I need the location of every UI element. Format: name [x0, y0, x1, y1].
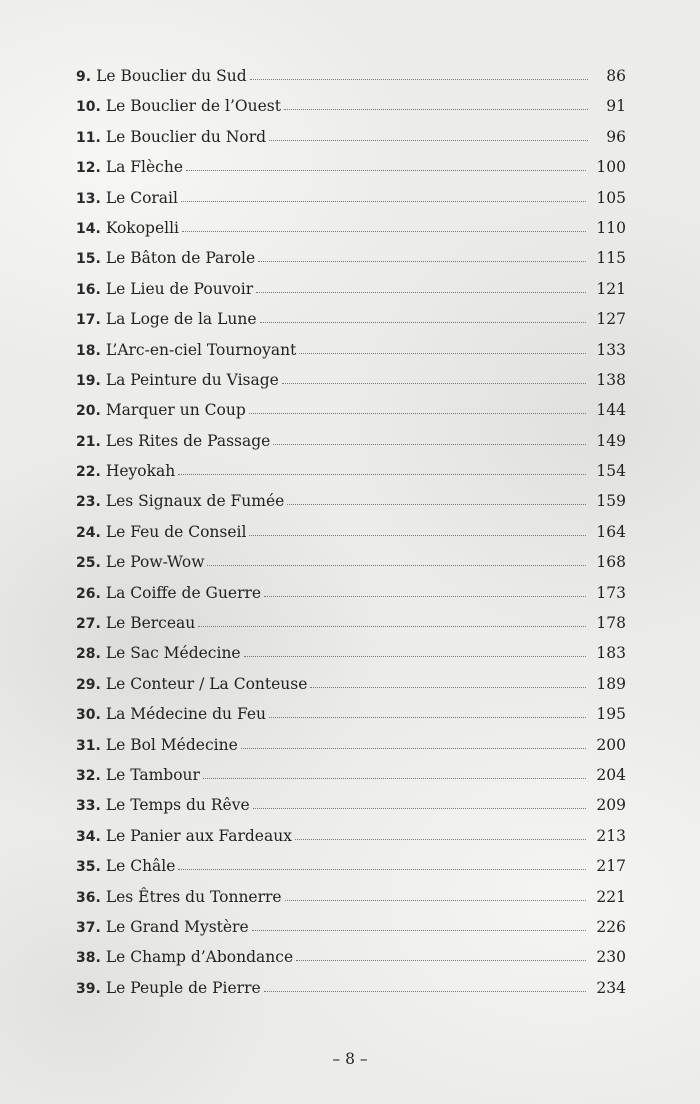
dot-leader: [249, 412, 587, 414]
toc-entry[interactable]: [76, 851, 626, 881]
entry-page-number: 226: [596, 917, 626, 936]
toc-entry[interactable]: [76, 243, 626, 273]
entry-page-number: 213: [596, 826, 626, 845]
entry-number: 34.: [76, 828, 101, 845]
entry-number: 26.: [76, 585, 101, 602]
entry-page-number: 200: [596, 735, 626, 754]
toc-entry[interactable]: [76, 365, 626, 395]
toc-entry[interactable]: [76, 395, 626, 425]
entry-title: Le Bâton de Parole: [105, 249, 256, 268]
toc-entry[interactable]: [76, 942, 626, 972]
toc-entry[interactable]: [76, 183, 626, 213]
entry-number: 35.: [76, 859, 101, 876]
entry-title: Le Corail: [105, 188, 178, 207]
entry-number: 22.: [76, 464, 101, 481]
dot-leader: [269, 139, 588, 141]
dot-leader: [295, 838, 586, 840]
toc-entry[interactable]: [76, 122, 626, 152]
toc-entry[interactable]: [76, 456, 626, 486]
entry-page-number: 149: [596, 431, 626, 450]
entry-page-number: 110: [596, 218, 626, 237]
dot-leader: [282, 382, 587, 384]
dot-leader: [249, 534, 586, 536]
toc-entry[interactable]: [76, 578, 626, 608]
entry-number: 36.: [76, 889, 101, 906]
dot-leader: [198, 625, 586, 627]
entry-title: Les Êtres du Tonnerre: [105, 887, 282, 906]
entry-number: 18.: [76, 342, 101, 359]
dot-leader: [252, 929, 587, 931]
dot-leader: [273, 443, 586, 445]
toc-entry[interactable]: [76, 304, 626, 334]
entry-number: 19.: [76, 372, 101, 389]
entry-number: 32.: [76, 767, 101, 784]
toc-entry[interactable]: [76, 517, 626, 547]
entry-title: Le Temps du Rêve: [105, 796, 250, 815]
entry-title: Le Bouclier du Nord: [105, 127, 267, 146]
dot-leader: [244, 655, 587, 657]
toc-entry[interactable]: [76, 638, 626, 668]
entry-number: 31.: [76, 737, 101, 754]
entry-title: La Peinture du Visage: [105, 370, 279, 389]
entry-page-number: 178: [596, 614, 626, 633]
entry-title: Marquer un Coup: [105, 401, 246, 420]
entry-number: 24.: [76, 524, 101, 541]
entry-title: Kokopelli: [105, 218, 179, 237]
toc-entry[interactable]: [76, 213, 626, 243]
dot-leader: [284, 108, 588, 110]
entry-title: Le Bouclier du Sud: [96, 67, 247, 85]
entry-page-number: 127: [596, 310, 626, 329]
toc-entry[interactable]: [76, 973, 626, 1003]
toc-entry[interactable]: [76, 61, 626, 91]
dot-leader: [264, 595, 586, 597]
dot-leader: [207, 564, 586, 566]
toc-entry[interactable]: [76, 486, 626, 516]
dot-leader: [299, 352, 586, 354]
toc-entry[interactable]: [76, 274, 626, 304]
dot-leader: [264, 990, 587, 992]
entry-title: Le Pow-Wow: [105, 553, 205, 572]
entry-page-number: 195: [596, 705, 626, 724]
dot-leader: [256, 291, 586, 293]
entry-page-number: 115: [596, 249, 626, 268]
entry-page-number: 159: [596, 492, 626, 511]
dot-leader: [178, 473, 586, 475]
toc-entry[interactable]: [76, 426, 626, 456]
entry-page-number: 204: [596, 765, 626, 784]
entry-number: 25.: [76, 555, 101, 572]
toc-entry[interactable]: [76, 730, 626, 760]
entry-title: Le Châle: [105, 857, 176, 876]
entry-page-number: 100: [596, 158, 626, 177]
entry-title: Les Rites de Passage: [105, 431, 271, 450]
entry-title: Le Conteur / La Conteuse: [105, 674, 308, 693]
entry-number: 39.: [76, 980, 101, 997]
toc-entry[interactable]: [76, 547, 626, 577]
entry-page-number: 230: [596, 948, 626, 967]
toc-entry[interactable]: [76, 669, 626, 699]
entry-page-number: 91: [606, 97, 626, 116]
dot-leader: [258, 260, 586, 262]
entry-title: La Flèche: [105, 158, 183, 177]
entry-page-number: 154: [596, 462, 626, 481]
entry-title: Le Lieu de Pouvoir: [105, 279, 254, 298]
entry-title: L’Arc-en-ciel Tournoyant: [105, 340, 297, 359]
dot-leader: [182, 230, 586, 232]
entry-page-number: 133: [596, 340, 626, 359]
entry-number: 33.: [76, 798, 101, 815]
toc-entry[interactable]: [76, 821, 626, 851]
dot-leader: [310, 686, 586, 688]
dot-leader: [181, 200, 586, 202]
toc-entry[interactable]: [76, 608, 626, 638]
entry-page-number: 86: [606, 67, 626, 85]
entry-page-number: 121: [596, 279, 626, 298]
entry-page-number: 96: [606, 127, 626, 146]
page-number: – 8 –: [332, 1050, 368, 1068]
entry-page-number: 217: [596, 857, 626, 876]
entry-title: Le Champ d’Abondance: [105, 948, 294, 967]
entry-title: La Médecine du Feu: [105, 705, 267, 724]
entry-number: 30.: [76, 707, 101, 724]
dot-leader: [178, 868, 586, 870]
entry-title: Le Bouclier de l’Ouest: [105, 97, 281, 116]
entry-title: Les Signaux de Fumée: [105, 492, 285, 511]
entry-page-number: 189: [596, 674, 626, 693]
toc-entry[interactable]: [76, 699, 626, 729]
entry-number: 29.: [76, 676, 101, 693]
entry-number: 21.: [76, 433, 101, 450]
toc-entry[interactable]: [76, 152, 626, 182]
entry-number: 16.: [76, 281, 101, 298]
entry-number: 12.: [76, 160, 101, 177]
entry-page-number: 164: [596, 522, 626, 541]
table-of-contents: [76, 61, 626, 1003]
entry-number: 20.: [76, 403, 101, 420]
entry-title: Le Panier aux Fardeaux: [105, 826, 292, 845]
entry-page-number: 234: [596, 978, 626, 997]
entry-page-number: 173: [596, 583, 626, 602]
entry-title: Le Tambour: [105, 765, 200, 784]
dot-leader: [203, 777, 586, 779]
toc-entry[interactable]: [76, 912, 626, 942]
entry-number: 15.: [76, 251, 101, 268]
entry-page-number: 168: [596, 553, 626, 572]
entry-title: Le Berceau: [105, 614, 196, 633]
toc-entry[interactable]: [76, 760, 626, 790]
entry-number: 17.: [76, 312, 101, 329]
entry-title: La Coiffe de Guerre: [105, 583, 262, 602]
dot-leader: [253, 807, 587, 809]
dot-leader: [269, 716, 586, 718]
entry-title: La Loge de la Lune: [105, 310, 257, 329]
entry-page-number: 138: [596, 370, 626, 389]
entry-title: Le Feu de Conseil: [105, 522, 247, 541]
dot-leader: [260, 321, 587, 323]
toc-entry[interactable]: [76, 91, 626, 121]
entry-title: Le Peuple de Pierre: [105, 978, 261, 997]
dot-leader: [186, 169, 586, 171]
dot-leader: [296, 959, 586, 961]
entry-number: 37.: [76, 919, 101, 936]
entry-number: 14.: [76, 220, 101, 237]
entry-title: Le Sac Médecine: [105, 644, 241, 663]
entry-number: 28.: [76, 646, 101, 663]
entry-number: 38.: [76, 950, 101, 967]
dot-leader: [241, 747, 587, 749]
entry-page-number: 209: [596, 796, 626, 815]
dot-leader: [285, 899, 587, 901]
toc-entry[interactable]: [76, 335, 626, 365]
entry-number: 9.: [76, 69, 92, 85]
entry-number: 27.: [76, 616, 101, 633]
toc-entry[interactable]: [76, 790, 626, 820]
entry-number: 13.: [76, 190, 101, 207]
entry-title: Heyokah: [105, 462, 176, 481]
entry-title: Le Bol Médecine: [105, 735, 238, 754]
entry-number: 11.: [76, 129, 101, 146]
entry-title: Le Grand Mystère: [105, 917, 249, 936]
entry-page-number: 183: [596, 644, 626, 663]
entry-page-number: 144: [596, 401, 626, 420]
dot-leader: [287, 503, 586, 505]
dot-leader: [250, 78, 588, 80]
entry-page-number: 105: [596, 188, 626, 207]
entry-page-number: 221: [596, 887, 626, 906]
entry-number: 10.: [76, 99, 101, 116]
entry-number: 23.: [76, 494, 101, 511]
toc-entry[interactable]: [76, 882, 626, 912]
